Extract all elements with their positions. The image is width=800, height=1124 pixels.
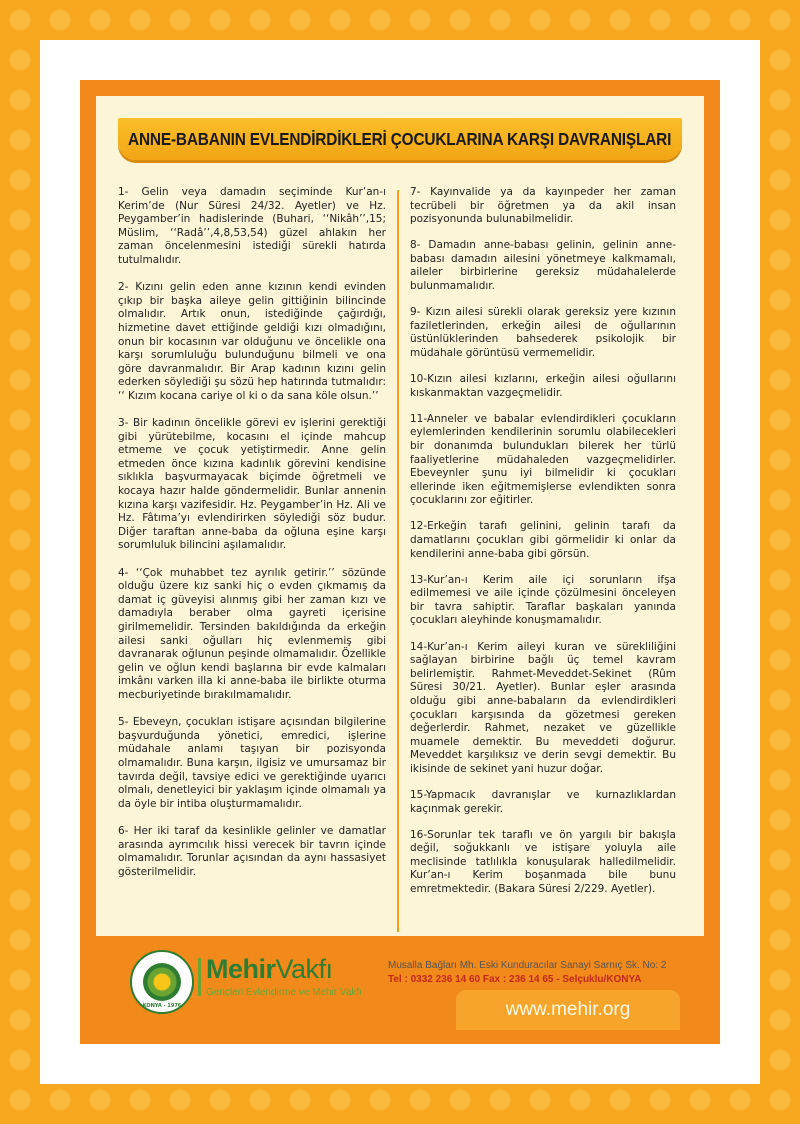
flower-emblem-icon xyxy=(143,963,181,1001)
list-item: 9- Kızın ailesi sürekli olarak gereksiz yere kızının faziletlerinden, erkeğin ailesi de oğullarının üstünlüklerinden bahsederek psikolojik bir müdahale görüntüsü vermemelidir. xyxy=(410,306,676,359)
brand-name xyxy=(206,954,333,984)
right-column xyxy=(410,186,676,909)
page-title: ANNE-BABANIN EVLENDİRDİKLERİ ÇOCUKLARINA KARŞI DAVRANIŞLARI xyxy=(128,128,672,149)
list-item: 2- Kızını gelin eden anne kızının kendi evinden çıkıp bir başka aileye gelin gittiğinin bilincinde olmalıdır. Artık onun, istediğinde çağırdığı, hizmetine davet ettiğinde geldiği kızı olmadığını, onun bir kocasının var olduğunu ve öncelikle ona karşı sorumluluğu bulunduğunu bilmeli ve ona göre davranmalıdır. Bir Arap kadının kızını gelin ederken söylediği şu sözü hep hatırında tutmalıdır: ‘‘ Kızım kocana cariye ol ki o da sana köle olsun.’’ xyxy=(118,281,386,402)
list-item: 7- Kayınvalide ya da kayınpeder her zaman tecrübeli bir öğretmen ya da akil insan pozisyonunda bulunabilmelidir. xyxy=(410,186,676,226)
list-item: 6- Her iki taraf da kesinlikle gelinler ve damatlar arasında ayrımcılık hissi verecek bir tavrın içinde olmamalıdır. Torunlar açısından da aynı hassasiyet gösterilmelidir. xyxy=(118,824,386,878)
list-item: 12-Erkeğin tarafı gelinini, gelinin tarafı da damatlarını çocukları gibi görmelidir ki onlar da kendilerini anne-baba gibi görsün. xyxy=(410,520,676,560)
list-item: 5- Ebeveyn, çocukları istişare açısından bilgilerine başvurduğunda yönetici, emredici, işlerine müdahale anlamı taşıyan bir pozisyonda olmamalıdır. Buna karşın, ilgisiz ve umursamaz bir tavırda değil, tavsiye edici ve gerektiğinde uyarıcı olmalı, denetleyici bir yaklaşım içinde olmamalı ya da öyle bir intiba oluşturmamalıdır. xyxy=(118,716,386,810)
website-tab[interactable] xyxy=(456,990,680,1030)
foundation-seal-logo xyxy=(130,950,194,1014)
list-item: 15-Yapmacık davranışlar ve kurnazlıklardan kaçınmak gerekir. xyxy=(410,788,676,815)
address-text: Musalla Bağları Mh. Eski Kunduracılar Sanayi Sarnıç Sk. No: 2 xyxy=(388,960,667,971)
list-item: 11-Anneler ve babalar evlendirdikleri çocukların eylemlerinden kendilerinin sorumlu olabilecekleri bir donanımda bulundukları bilerek her türlü faaliyetlerine müdahaleden vazgeçmelidirler. Ebeveynler şunu iyi bilmelidir ki çocukları ellerinde iken eğitmemişlerse evlendikten sonra çocuklarını zor eğitirler. xyxy=(410,412,676,507)
list-item: 14-Kur’an-ı Kerim aileyi kuran ve sürekliliğini sağlayan birbirine bağlı üç temel kavram belirlemiştir. Rahmet-Meveddet-Sekinet (Rûm Süresi 30/21. Ayetler). Bunlar eşler arasında olduğu gibi anne-babaların da evlendirdikleri çocukları karşısında da gözetmesi gereken değerlerdir. Rahmet, nezaket ve güzellikle muamele demektir. Bu meveddeti doğurur. Meveddet karşılıksız ve derin sevgi demektir. Bu ikisinde de sekinet yani huzur doğar. xyxy=(410,640,676,775)
list-item: 3- Bir kadının öncelikle görevi ev işlerini gerektiği gibi yürütebilme, kocasını el içinde mahcup etmeme ve çocuk yetiştirmedir. Anne gelin etmeden önce kızına kadınlık görevini kendisine sıklıkla başvurmayacak biçimde öğretmeli ve kocaya hazır halde göndermelidir. Bunlar annenin kızına karşı vazifesidir. Hz. Peygamber’in Hz. Ali ve Hz. Fâtıma’yı evlendirirken söylediği söz budur. Diğer taraftan anne-baba da oğluna eşine karşı sorumluluk bilincini aşılamalıdır. xyxy=(118,417,386,552)
list-item: 10-Kızın ailesi kızlarını, erkeğin ailesi oğullarını kıskanmaktan vazgeçmelidir. xyxy=(410,373,676,399)
list-item: 4- ‘‘Çok muhabbet tez ayrılık getirir.’’ sözünde olduğu üzere kız sanki hiç o evden çıkmamış da damat iç güveyisi alınmış gibi her zaman kızı ve damadıyla beraber olma gayreti içerisine girilmemelidir. Tersinden bakıldığında da erkeğin ailesi sanki oğulları hiç evlenmemiş gibi davranarak oğlunun peşinde olmamalıdır. Özellikle gelin ve oğlun kendi başlarına bir evde kalmaları imkânı varken illa ki anne-baba ile birlikte oturma mecburiyetinde bırakılmamalıdır. xyxy=(118,566,386,701)
title-banner xyxy=(118,118,682,160)
list-item: 13-Kur’an-ı Kerim aile içi sorunların ifşa edilmemesi ve aile içinde çözülmesini önceleyen bir tavra sahiptir. Taraflar başkaları yanında çocukları aleyhinde konuşmamalıdır. xyxy=(410,573,676,627)
left-column xyxy=(118,186,386,893)
logo-divider xyxy=(198,958,201,996)
contact-phones: Tel : 0332 236 14 60 Fax : 236 14 65 - Selçuklu/KONYA xyxy=(388,974,642,985)
website-link[interactable]: www.mehir.org xyxy=(505,999,631,1020)
list-item: 8- Damadın anne-babası gelinin, gelinin anne-babası damadın ailesini yönetmeye kalkmamalı, aileler birbirlerine gereksiz müdahalelerde bulunmamalıdır. xyxy=(410,239,676,293)
seal-year: KONYA - 1976 xyxy=(142,1003,182,1009)
list-item: 1- Gelin veya damadın seçiminde Kur’an-ı Kerim’de (Nur Süresi 24/32. Ayetler) ve Hz. Peygamber’in hadislerinde (Buhari, ‘‘Nikâh’’,15; Müslim, ‘‘Radâ’’,4,8,53,54) güzel ahlakın her zaman öncelenmesini istediği sürekli hatırda tutulmalıdır. xyxy=(118,186,386,266)
column-divider xyxy=(397,190,399,932)
list-item: 16-Sorunlar tek taraflı ve ön yargılı bir bakışla değil, soğukkanlı ve istişare yoluyla aile meclisinde tatlılıkla konuşularak halledilmelidir. Kur’an-ı Kerim boşanmada bile bunu emretmektedir. (Bakara Süresi 2/229. Ayetler). xyxy=(410,828,676,896)
brand-mehir: Mehir xyxy=(206,954,276,984)
brand-subtitle: Gençleri Evlendirme ve Mehir Vakfı xyxy=(206,987,362,998)
brand-vakfi: Vakfı xyxy=(275,954,333,984)
